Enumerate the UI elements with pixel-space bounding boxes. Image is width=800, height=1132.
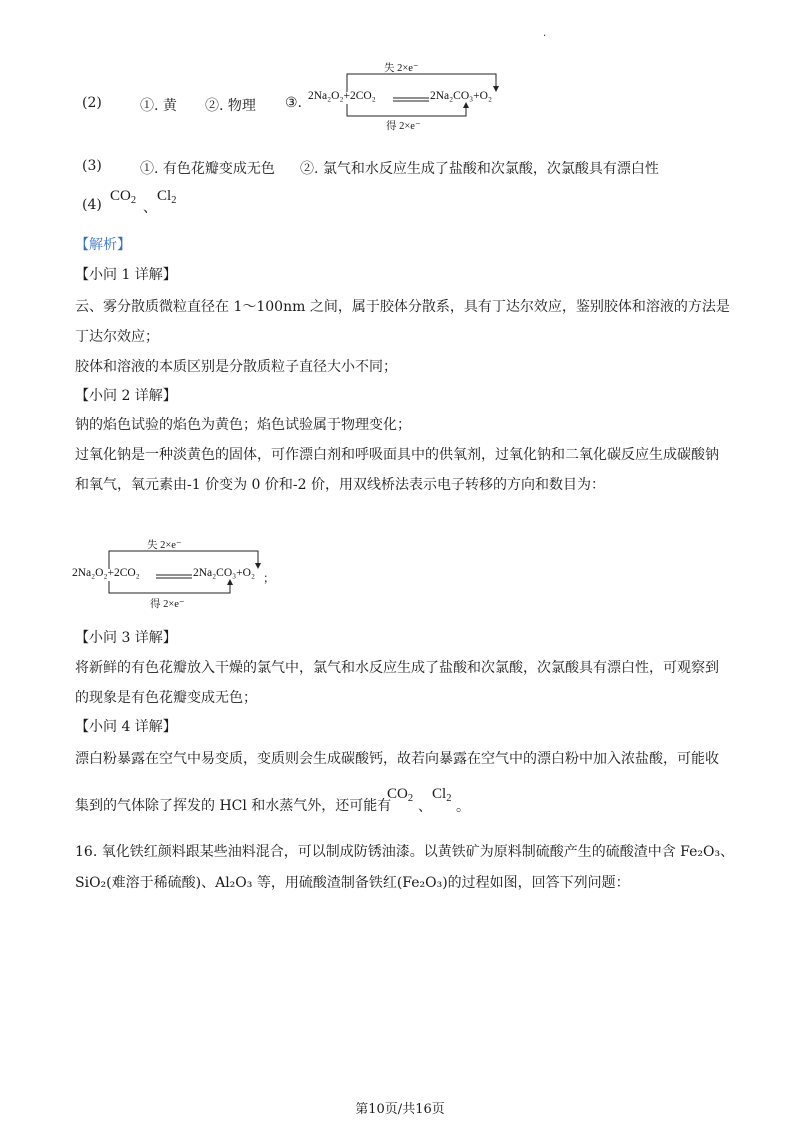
question-16-line-1: 16. 氧化铁红颜料跟某些油料混合，可以制成防锈油漆。以黄铁矿为原料制硫酸产生的硫酸渣中含 Fe₂O₃、 — [75, 844, 735, 860]
answer-3-option-2: ②. 氯气和水反应生成了盐酸和次氯酸，次氯酸具有漂白性 — [300, 161, 659, 177]
q4-paragraph-1: 漂白粉暴露在空气中易变质，变质则会生成碳酸钙，故若向暴露在空气中的漂白粉中加入浓盐酸，可能收 — [75, 751, 719, 767]
equals-sign — [393, 97, 433, 103]
q1-paragraph-2: 丁达尔效应； — [75, 329, 159, 345]
q3-title: 【小问 3 详解】 — [75, 630, 177, 646]
q3-paragraph-1: 将新鲜的有色花瓣放入干燥的氯气中，氯气和水反应生成了盐酸和次氯酸，次氯酸具有漂白性，可观察到 — [75, 660, 719, 676]
answer-3-number: (3) — [82, 158, 102, 174]
q3-paragraph-2: 的现象是有色花瓣变成无色； — [75, 690, 257, 706]
gain-electrons-label-2: 得 2×e⁻ — [150, 599, 185, 610]
q2-paragraph-2: 过氧化钠是一种淡黄色的固体，可作漂白剂和呼吸面具中的供氧剂，过氧化钠和二氧化碳反应生成碳酸钠 — [75, 447, 719, 463]
equals-sign-2 — [156, 574, 196, 580]
equation-lhs-2: 2Na₂O₂+2CO₂ — [72, 567, 140, 579]
q4-cl2: $Cl_2$ — [432, 786, 452, 804]
answer-3-option-1: ①. 有色花瓣变成无色 — [140, 161, 275, 177]
q2-title: 【小问 2 详解】 — [75, 388, 177, 404]
analysis-heading: 【解析】 — [75, 237, 131, 253]
equation-lhs: 2Na₂O₂+2CO₂ — [308, 90, 376, 102]
answer-2-number: (2) — [82, 95, 102, 111]
question-16-line-2: SiO₂(难溶于稀硫酸)、Al₂O₃ 等，用硫酸渣制备铁红(Fe₂O₃)的过程如图，回答下列问题： — [75, 875, 630, 891]
q4-paragraph-2: 集到的气体除了挥发的 HCl 和水蒸气外，还可能有 — [75, 798, 392, 814]
page-footer: 第10页/共16页 — [355, 1102, 445, 1117]
answer-2-option-1: ①. 黄 — [140, 98, 177, 114]
lose-electrons-label: 失 2×e⁻ — [384, 63, 419, 74]
q2-paragraph-1: 钠的焰色试验的焰色为黄色；焰色试验属于物理变化； — [75, 417, 411, 433]
answer-2-option-2: ②. 物理 — [205, 98, 256, 114]
equation-semicolon: ； — [263, 571, 276, 585]
gain-electrons-label: 得 2×e⁻ — [386, 121, 421, 132]
q1-paragraph-3: 胶体和溶液的本质区别是分散质粒子直径大小不同； — [75, 359, 397, 375]
lose-electrons-label-2: 失 2×e⁻ — [147, 540, 182, 551]
q4-end-period: 。 — [456, 799, 470, 815]
equation-rhs: 2Na₂CO₃+O₂ — [430, 90, 492, 102]
q1-paragraph-1: 云、雾分散质微粒直径在 1～100nm 之间，属于胶体分散系，具有丁达尔效应，鉴别胶体和溶液的方法是 — [75, 299, 730, 315]
q4-separator: 、 — [418, 799, 432, 815]
equation-rhs-2: 2Na₂CO₃+O₂ — [193, 567, 255, 579]
q4-title: 【小问 4 详解】 — [75, 719, 177, 735]
q4-co2: $CO_2$ — [387, 786, 414, 804]
q2-paragraph-3: 和氧气，氧元素由-1 价变为 0 价和-2 价，用双线桥法表示电子转移的方向和数目为： — [75, 477, 605, 493]
answer-4-co2: $CO_2$ — [110, 188, 137, 206]
q1-title: 【小问 1 详解】 — [75, 267, 177, 283]
answer-4-number: (4) — [82, 197, 102, 213]
stray-dot: . — [543, 28, 547, 39]
answer-4-cl2: $Cl_2$ — [157, 188, 177, 206]
answer-4-separator: 、 — [143, 200, 157, 216]
answer-2-option-3: ③. — [285, 95, 303, 111]
